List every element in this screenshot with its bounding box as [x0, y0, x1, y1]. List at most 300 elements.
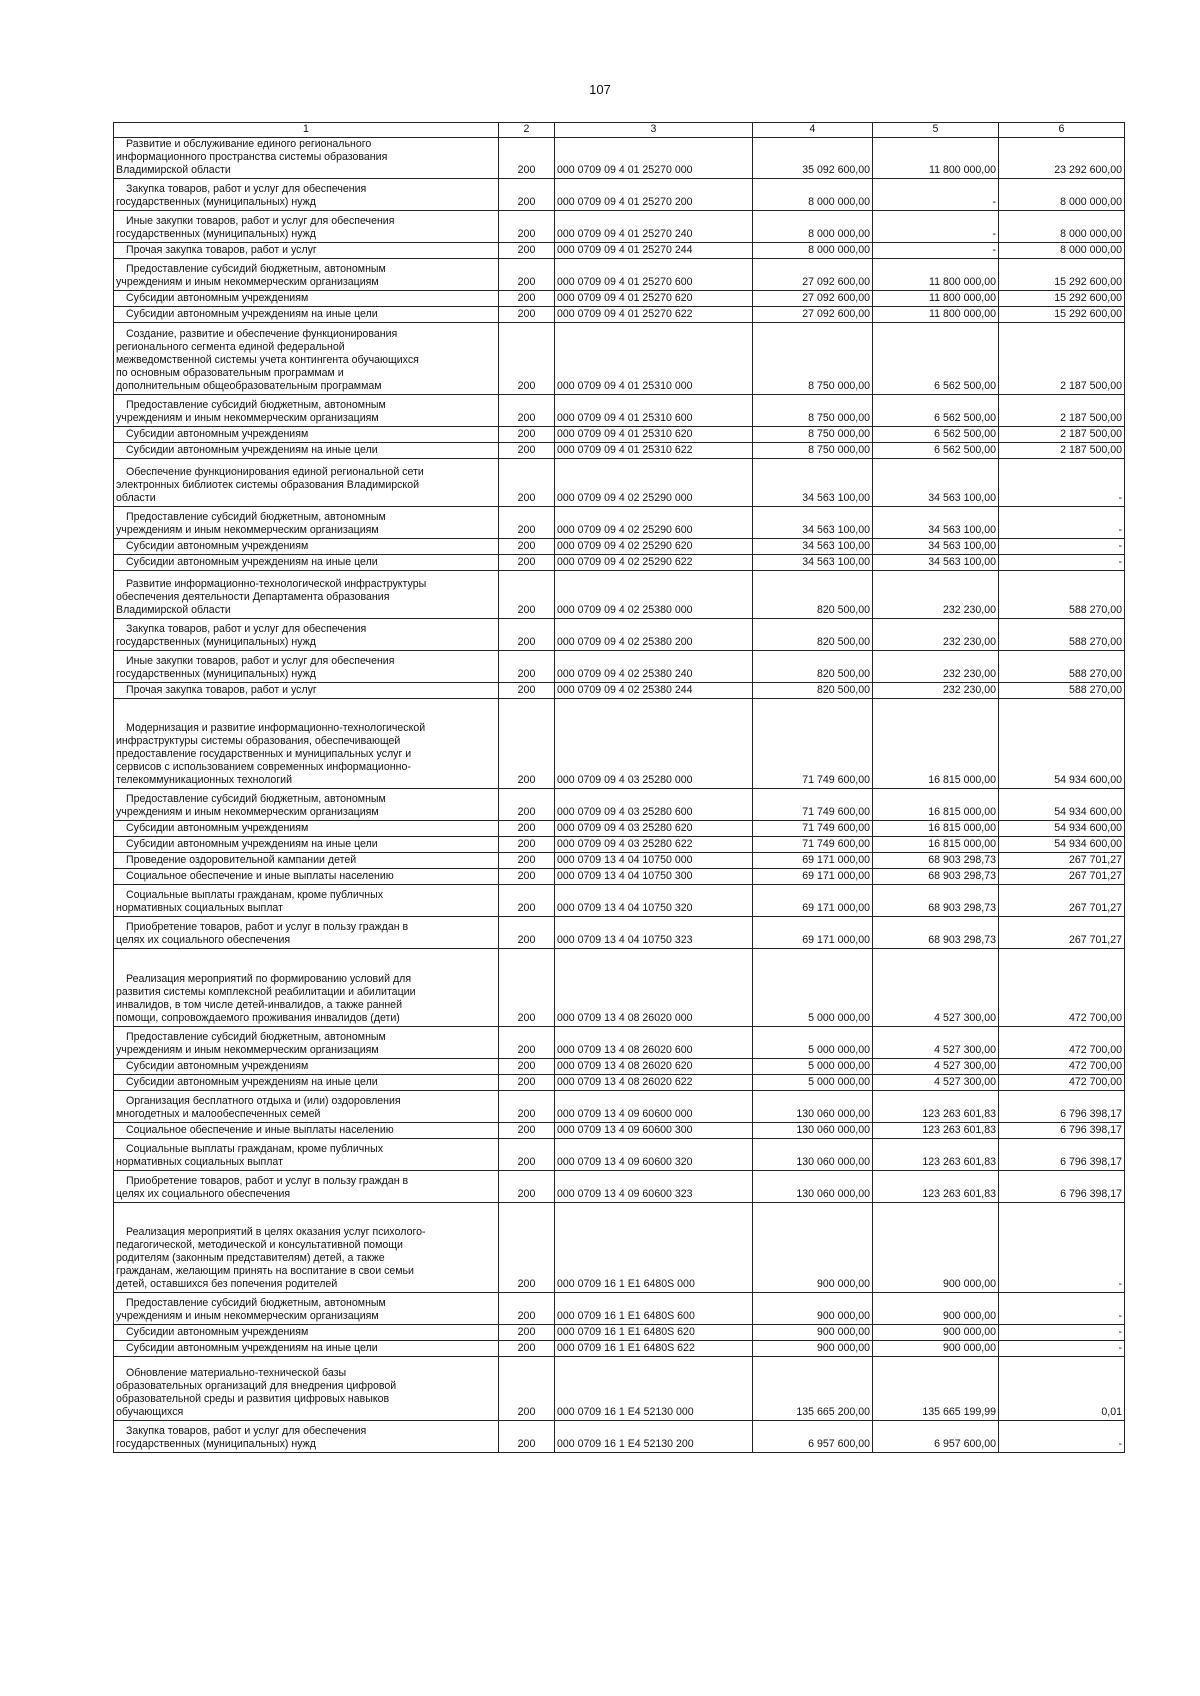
row-remaining-amount-cell: 8 000 000,00 — [999, 242, 1125, 258]
row-name-cell — [114, 1074, 499, 1090]
table-body — [114, 138, 1125, 1453]
row-executed-amount-cell: 123 263 601,83 — [873, 1170, 999, 1202]
row-budget-code-cell: 000 0709 09 4 01 25270 000 — [555, 138, 753, 179]
row-budget-code-cell: 000 0709 09 4 02 25380 200 — [555, 618, 753, 650]
row-approved-amount-cell: 71 749 600,00 — [753, 820, 873, 836]
row-admin-code-cell: 200 — [499, 442, 555, 458]
row-executed-amount-cell: - — [873, 242, 999, 258]
row-budget-code-cell: 000 0709 09 4 01 25270 244 — [555, 242, 753, 258]
table-header-row — [114, 123, 1125, 138]
row-remaining-amount-cell: 2 187 500,00 — [999, 426, 1125, 442]
row-approved-amount-cell: 820 500,00 — [753, 682, 873, 698]
row-remaining-amount-cell: - — [999, 1420, 1125, 1452]
row-name-cell — [114, 1090, 499, 1122]
table-row — [114, 290, 1125, 306]
row-name-text: Иные закупки товаров, работ и услуг для обеспечения государственных (муниципальных) нужд — [116, 655, 395, 681]
row-name-cell — [114, 1202, 499, 1292]
row-executed-amount-cell: 900 000,00 — [873, 1340, 999, 1356]
row-executed-amount-cell: 16 815 000,00 — [873, 820, 999, 836]
row-name-text: Закупка товаров, работ и услуг для обеспечения государственных (муниципальных) нужд — [116, 623, 367, 649]
table-row — [114, 258, 1125, 290]
row-admin-code-cell: 200 — [499, 538, 555, 554]
table-row — [114, 506, 1125, 538]
table-row — [114, 820, 1125, 836]
row-executed-amount-cell: 4 527 300,00 — [873, 948, 999, 1026]
row-approved-amount-cell: 71 749 600,00 — [753, 788, 873, 820]
row-budget-code-cell: 000 0709 09 4 03 25280 622 — [555, 836, 753, 852]
row-executed-amount-cell: - — [873, 210, 999, 242]
row-name-text: Приобретение товаров, работ и услуг в пользу граждан в целях их социального обеспечения — [116, 1175, 409, 1201]
row-name-text: Реализация мероприятий в целях оказания услуг психолого- педагогической, методической и консультативной помощи родителям (законным представителям) детей, а также гражданам, желающим принять на воспитание в свои семьи детей, оставшихся без попечения родителей — [116, 1225, 426, 1291]
row-name-text: Закупка товаров, работ и услуг для обеспечения государственных (муниципальных) нужд — [116, 1425, 367, 1451]
row-budget-code-cell: 000 0709 09 4 02 25290 600 — [555, 506, 753, 538]
row-budget-code-cell: 000 0709 09 4 03 25280 600 — [555, 788, 753, 820]
row-remaining-amount-cell: 54 934 600,00 — [999, 836, 1125, 852]
row-admin-code-cell: 200 — [499, 682, 555, 698]
row-executed-amount-cell: 68 903 298,73 — [873, 852, 999, 868]
row-budget-code-cell: 000 0709 13 4 09 60600 300 — [555, 1122, 753, 1138]
row-executed-amount-cell: 68 903 298,73 — [873, 868, 999, 884]
row-name-text: Социальное обеспечение и иные выплаты населению — [126, 870, 394, 883]
row-approved-amount-cell: 8 750 000,00 — [753, 442, 873, 458]
row-name-cell — [114, 948, 499, 1026]
row-name-cell — [114, 426, 499, 442]
row-name-text: Реализация мероприятий по формированию условий для развития системы комплексной реабилитации и абилитации инвалидов, в том числе детей-инвалидов, а также ранней помощи, сопровождаемого проживания инвалидов (дети) — [116, 972, 416, 1025]
row-admin-code-cell: 200 — [499, 618, 555, 650]
row-name-text: Иные закупки товаров, работ и услуг для обеспечения государственных (муниципальных) нужд — [116, 215, 395, 241]
table-row — [114, 650, 1125, 682]
row-name-text: Организация бесплатного отдыха и (или) оздоровления многодетных и малообеспеченных семей — [116, 1095, 401, 1121]
row-executed-amount-cell: 68 903 298,73 — [873, 916, 999, 948]
row-name-text: Предоставление субсидий бюджетным, автономным учреждениям и иным некоммерческим организациям — [116, 399, 386, 425]
row-remaining-amount-cell: 15 292 600,00 — [999, 306, 1125, 322]
row-executed-amount-cell: 16 815 000,00 — [873, 698, 999, 788]
row-name-text: Предоставление субсидий бюджетным, автономным учреждениям и иным некоммерческим организациям — [116, 263, 386, 289]
row-name-text: Прочая закупка товаров, работ и услуг — [126, 684, 317, 697]
row-approved-amount-cell: 8 750 000,00 — [753, 394, 873, 426]
row-budget-code-cell: 000 0709 13 4 08 26020 000 — [555, 948, 753, 1026]
row-name-text: Субсидии автономным учреждениям — [126, 292, 309, 305]
row-name-cell — [114, 138, 499, 179]
table-row — [114, 948, 1125, 1026]
row-admin-code-cell: 200 — [499, 948, 555, 1026]
row-approved-amount-cell: 135 665 200,00 — [753, 1356, 873, 1420]
row-name-cell — [114, 570, 499, 618]
row-remaining-amount-cell: 6 796 398,17 — [999, 1090, 1125, 1122]
table-row — [114, 868, 1125, 884]
row-budget-code-cell: 000 0709 09 4 02 25380 240 — [555, 650, 753, 682]
row-admin-code-cell: 200 — [499, 1090, 555, 1122]
row-approved-amount-cell: 35 092 600,00 — [753, 138, 873, 179]
row-remaining-amount-cell: 6 796 398,17 — [999, 1138, 1125, 1170]
row-name-cell — [114, 394, 499, 426]
row-approved-amount-cell: 900 000,00 — [753, 1324, 873, 1340]
row-name-cell — [114, 650, 499, 682]
row-approved-amount-cell: 71 749 600,00 — [753, 698, 873, 788]
row-executed-amount-cell: 11 800 000,00 — [873, 138, 999, 179]
row-remaining-amount-cell: 15 292 600,00 — [999, 258, 1125, 290]
row-budget-code-cell: 000 0709 09 4 02 25380 244 — [555, 682, 753, 698]
row-admin-code-cell: 200 — [499, 178, 555, 210]
row-approved-amount-cell: 5 000 000,00 — [753, 948, 873, 1026]
row-budget-code-cell: 000 0709 16 1 E1 6480S 600 — [555, 1292, 753, 1324]
row-executed-amount-cell: 68 903 298,73 — [873, 884, 999, 916]
row-name-text: Субсидии автономным учреждениям — [126, 428, 309, 441]
row-name-cell — [114, 290, 499, 306]
row-approved-amount-cell: 820 500,00 — [753, 570, 873, 618]
row-name-cell — [114, 852, 499, 868]
table-row — [114, 394, 1125, 426]
table-row — [114, 210, 1125, 242]
row-name-text: Социальные выплаты гражданам, кроме публичных нормативных социальных выплат — [116, 889, 384, 915]
row-name-cell — [114, 1058, 499, 1074]
row-remaining-amount-cell: 472 700,00 — [999, 1074, 1125, 1090]
row-executed-amount-cell: 6 562 500,00 — [873, 322, 999, 394]
row-executed-amount-cell: 11 800 000,00 — [873, 258, 999, 290]
row-remaining-amount-cell: - — [999, 538, 1125, 554]
row-remaining-amount-cell: 8 000 000,00 — [999, 210, 1125, 242]
row-remaining-amount-cell: 267 701,27 — [999, 916, 1125, 948]
row-remaining-amount-cell: - — [999, 1292, 1125, 1324]
table-row — [114, 1058, 1125, 1074]
table-row — [114, 1138, 1125, 1170]
row-admin-code-cell: 200 — [499, 570, 555, 618]
row-name-text: Приобретение товаров, работ и услуг в пользу граждан в целях их социального обеспечения — [116, 921, 409, 947]
row-approved-amount-cell: 130 060 000,00 — [753, 1122, 873, 1138]
row-remaining-amount-cell: 23 292 600,00 — [999, 138, 1125, 179]
row-remaining-amount-cell: 588 270,00 — [999, 682, 1125, 698]
row-admin-code-cell: 200 — [499, 1058, 555, 1074]
table-row — [114, 884, 1125, 916]
row-budget-code-cell: 000 0709 13 4 09 60600 000 — [555, 1090, 753, 1122]
row-remaining-amount-cell: 8 000 000,00 — [999, 178, 1125, 210]
row-name-text: Прочая закупка товаров, работ и услуг — [126, 244, 317, 257]
row-admin-code-cell: 200 — [499, 820, 555, 836]
row-remaining-amount-cell: 267 701,27 — [999, 868, 1125, 884]
row-name-cell — [114, 306, 499, 322]
column-header: 1 — [114, 123, 499, 138]
row-budget-code-cell: 000 0709 13 4 04 10750 320 — [555, 884, 753, 916]
row-name-text: Субсидии автономным учреждениям на иные цели — [126, 838, 378, 851]
row-name-cell — [114, 178, 499, 210]
row-budget-code-cell: 000 0709 13 4 04 10750 323 — [555, 916, 753, 948]
row-name-text: Обеспечение функционирования единой региональной сети электронных библиотек системы образования Владимирской области — [116, 466, 424, 505]
row-name-text: Предоставление субсидий бюджетным, автономным учреждениям и иным некоммерческим организациям — [116, 511, 386, 537]
row-budget-code-cell: 000 0709 13 4 09 60600 323 — [555, 1170, 753, 1202]
row-admin-code-cell: 200 — [499, 1340, 555, 1356]
row-executed-amount-cell: 6 957 600,00 — [873, 1420, 999, 1452]
row-name-cell — [114, 1356, 499, 1420]
row-approved-amount-cell: 34 563 100,00 — [753, 538, 873, 554]
table-row — [114, 1324, 1125, 1340]
column-header: 5 — [873, 123, 999, 138]
row-remaining-amount-cell: 2 187 500,00 — [999, 394, 1125, 426]
row-admin-code-cell: 200 — [499, 788, 555, 820]
table-row — [114, 178, 1125, 210]
row-name-cell — [114, 836, 499, 852]
row-budget-code-cell: 000 0709 13 4 08 26020 600 — [555, 1026, 753, 1058]
row-approved-amount-cell: 8 000 000,00 — [753, 210, 873, 242]
row-approved-amount-cell: 5 000 000,00 — [753, 1058, 873, 1074]
column-header: 2 — [499, 123, 555, 138]
row-executed-amount-cell: 900 000,00 — [873, 1292, 999, 1324]
row-executed-amount-cell: 6 562 500,00 — [873, 426, 999, 442]
row-name-text: Субсидии автономным учреждениям на иные цели — [126, 308, 378, 321]
row-budget-code-cell: 000 0709 09 4 01 25310 600 — [555, 394, 753, 426]
table-row — [114, 426, 1125, 442]
row-admin-code-cell: 200 — [499, 1292, 555, 1324]
row-remaining-amount-cell: 54 934 600,00 — [999, 698, 1125, 788]
row-name-cell — [114, 322, 499, 394]
row-executed-amount-cell: 11 800 000,00 — [873, 306, 999, 322]
row-executed-amount-cell: 232 230,00 — [873, 650, 999, 682]
row-executed-amount-cell: 16 815 000,00 — [873, 788, 999, 820]
row-remaining-amount-cell: 588 270,00 — [999, 570, 1125, 618]
table-row — [114, 1074, 1125, 1090]
row-name-text: Социальное обеспечение и иные выплаты населению — [126, 1124, 394, 1137]
table-row — [114, 698, 1125, 788]
row-executed-amount-cell: 900 000,00 — [873, 1202, 999, 1292]
table-row — [114, 138, 1125, 179]
row-approved-amount-cell: 900 000,00 — [753, 1340, 873, 1356]
row-admin-code-cell: 200 — [499, 506, 555, 538]
row-executed-amount-cell: 123 263 601,83 — [873, 1090, 999, 1122]
row-name-cell — [114, 618, 499, 650]
row-approved-amount-cell: 34 563 100,00 — [753, 458, 873, 506]
row-admin-code-cell: 200 — [499, 322, 555, 394]
row-remaining-amount-cell: 2 187 500,00 — [999, 442, 1125, 458]
table-row — [114, 1202, 1125, 1292]
row-admin-code-cell: 200 — [499, 1026, 555, 1058]
row-budget-code-cell: 000 0709 09 4 02 25290 000 — [555, 458, 753, 506]
table-row — [114, 458, 1125, 506]
row-admin-code-cell: 200 — [499, 884, 555, 916]
row-budget-code-cell: 000 0709 16 1 E4 52130 000 — [555, 1356, 753, 1420]
row-admin-code-cell: 200 — [499, 1324, 555, 1340]
row-admin-code-cell: 200 — [499, 698, 555, 788]
row-budget-code-cell: 000 0709 09 4 01 25270 200 — [555, 178, 753, 210]
row-approved-amount-cell: 8 000 000,00 — [753, 242, 873, 258]
table-row — [114, 1170, 1125, 1202]
row-admin-code-cell: 200 — [499, 1170, 555, 1202]
row-admin-code-cell: 200 — [499, 306, 555, 322]
row-approved-amount-cell: 8 000 000,00 — [753, 178, 873, 210]
row-executed-amount-cell: 6 562 500,00 — [873, 394, 999, 426]
row-name-cell — [114, 1138, 499, 1170]
row-name-cell — [114, 258, 499, 290]
row-admin-code-cell: 200 — [499, 458, 555, 506]
row-budget-code-cell: 000 0709 09 4 01 25310 620 — [555, 426, 753, 442]
row-budget-code-cell: 000 0709 16 1 E4 52130 200 — [555, 1420, 753, 1452]
row-budget-code-cell: 000 0709 13 4 04 10750 300 — [555, 868, 753, 884]
row-executed-amount-cell: 34 563 100,00 — [873, 458, 999, 506]
row-approved-amount-cell: 8 750 000,00 — [753, 322, 873, 394]
row-admin-code-cell: 200 — [499, 836, 555, 852]
row-budget-code-cell: 000 0709 13 4 08 26020 622 — [555, 1074, 753, 1090]
row-executed-amount-cell: 11 800 000,00 — [873, 290, 999, 306]
row-name-cell — [114, 682, 499, 698]
row-name-cell — [114, 1420, 499, 1452]
row-budget-code-cell: 000 0709 09 4 02 25290 622 — [555, 554, 753, 570]
table-row — [114, 1356, 1125, 1420]
row-remaining-amount-cell: 472 700,00 — [999, 1026, 1125, 1058]
row-approved-amount-cell: 820 500,00 — [753, 650, 873, 682]
table-row — [114, 442, 1125, 458]
row-name-text: Предоставление субсидий бюджетным, автономным учреждениям и иным некоммерческим организациям — [116, 1297, 386, 1323]
row-name-cell — [114, 698, 499, 788]
table-row — [114, 554, 1125, 570]
row-approved-amount-cell: 130 060 000,00 — [753, 1138, 873, 1170]
row-executed-amount-cell: 4 527 300,00 — [873, 1026, 999, 1058]
row-budget-code-cell: 000 0709 09 4 03 25280 620 — [555, 820, 753, 836]
row-budget-code-cell: 000 0709 09 4 03 25280 000 — [555, 698, 753, 788]
table-row — [114, 1090, 1125, 1122]
row-approved-amount-cell: 27 092 600,00 — [753, 290, 873, 306]
budget-table — [113, 122, 1125, 1453]
row-executed-amount-cell: 6 562 500,00 — [873, 442, 999, 458]
row-budget-code-cell: 000 0709 09 4 01 25270 600 — [555, 258, 753, 290]
row-remaining-amount-cell: - — [999, 554, 1125, 570]
table-row — [114, 242, 1125, 258]
row-name-cell — [114, 884, 499, 916]
row-approved-amount-cell: 69 171 000,00 — [753, 884, 873, 916]
row-name-cell — [114, 506, 499, 538]
row-admin-code-cell: 200 — [499, 1356, 555, 1420]
row-executed-amount-cell: 900 000,00 — [873, 1324, 999, 1340]
row-budget-code-cell: 000 0709 13 4 09 60600 320 — [555, 1138, 753, 1170]
row-approved-amount-cell: 34 563 100,00 — [753, 506, 873, 538]
row-admin-code-cell: 200 — [499, 1202, 555, 1292]
row-name-cell — [114, 820, 499, 836]
row-remaining-amount-cell: - — [999, 458, 1125, 506]
row-admin-code-cell: 200 — [499, 242, 555, 258]
row-name-text: Субсидии автономным учреждениям — [126, 822, 309, 835]
column-header: 3 — [555, 123, 753, 138]
row-remaining-amount-cell: 15 292 600,00 — [999, 290, 1125, 306]
row-budget-code-cell: 000 0709 16 1 E1 6480S 620 — [555, 1324, 753, 1340]
table-row — [114, 618, 1125, 650]
table-row — [114, 682, 1125, 698]
row-name-cell — [114, 868, 499, 884]
row-name-text: Субсидии автономным учреждениям — [126, 1060, 309, 1073]
row-name-text: Субсидии автономным учреждениям — [126, 1326, 309, 1339]
row-approved-amount-cell: 71 749 600,00 — [753, 836, 873, 852]
row-name-text: Предоставление субсидий бюджетным, автономным учреждениям и иным некоммерческим организациям — [116, 793, 386, 819]
row-approved-amount-cell: 8 750 000,00 — [753, 426, 873, 442]
row-admin-code-cell: 200 — [499, 258, 555, 290]
row-budget-code-cell: 000 0709 09 4 01 25310 000 — [555, 322, 753, 394]
row-name-cell — [114, 458, 499, 506]
row-remaining-amount-cell: - — [999, 1340, 1125, 1356]
row-name-text: Развитие информационно-технологической инфраструктуры обеспечения деятельности Департамента образования Владимирской области — [116, 578, 427, 617]
table-row — [114, 1340, 1125, 1356]
row-admin-code-cell: 200 — [499, 138, 555, 179]
row-budget-code-cell: 000 0709 09 4 01 25270 240 — [555, 210, 753, 242]
row-remaining-amount-cell: 267 701,27 — [999, 884, 1125, 916]
table-row — [114, 1122, 1125, 1138]
row-name-text: Обновление материально-технической базы образовательных организаций для внедрения цифровой образовательной среды и развития цифровых навыков обучающихся — [116, 1366, 397, 1419]
row-name-text: Субсидии автономным учреждениям на иные цели — [126, 1342, 378, 1355]
row-admin-code-cell: 200 — [499, 1138, 555, 1170]
row-name-cell — [114, 554, 499, 570]
row-name-cell — [114, 538, 499, 554]
row-executed-amount-cell: - — [873, 178, 999, 210]
row-name-text: Субсидии автономным учреждениям на иные цели — [126, 444, 378, 457]
row-approved-amount-cell: 5 000 000,00 — [753, 1026, 873, 1058]
row-admin-code-cell: 200 — [499, 852, 555, 868]
row-admin-code-cell: 200 — [499, 394, 555, 426]
row-name-cell — [114, 1340, 499, 1356]
row-name-cell — [114, 916, 499, 948]
row-admin-code-cell: 200 — [499, 1074, 555, 1090]
row-admin-code-cell: 200 — [499, 426, 555, 442]
row-admin-code-cell: 200 — [499, 916, 555, 948]
row-approved-amount-cell: 34 563 100,00 — [753, 554, 873, 570]
row-approved-amount-cell: 6 957 600,00 — [753, 1420, 873, 1452]
column-header: 6 — [999, 123, 1125, 138]
row-remaining-amount-cell: 588 270,00 — [999, 618, 1125, 650]
row-name-cell — [114, 1026, 499, 1058]
row-approved-amount-cell: 820 500,00 — [753, 618, 873, 650]
row-remaining-amount-cell: - — [999, 506, 1125, 538]
row-remaining-amount-cell: - — [999, 1202, 1125, 1292]
row-name-cell — [114, 210, 499, 242]
row-admin-code-cell: 200 — [499, 1122, 555, 1138]
row-name-cell — [114, 442, 499, 458]
row-remaining-amount-cell: - — [999, 1324, 1125, 1340]
row-name-text: Субсидии автономным учреждениям на иные цели — [126, 1076, 378, 1089]
row-name-text: Создание, развитие и обеспечение функционирования регионального сегмента единой федеральной межведомственной системы учета контингента обучающихся по основным образовательным программам и дополнительным общеобразовательным программам — [116, 327, 419, 393]
table-row — [114, 852, 1125, 868]
table-row — [114, 322, 1125, 394]
row-executed-amount-cell: 123 263 601,83 — [873, 1122, 999, 1138]
row-approved-amount-cell: 900 000,00 — [753, 1292, 873, 1324]
row-executed-amount-cell: 232 230,00 — [873, 570, 999, 618]
row-admin-code-cell: 200 — [499, 868, 555, 884]
row-remaining-amount-cell: 472 700,00 — [999, 948, 1125, 1026]
row-budget-code-cell: 000 0709 13 4 08 26020 620 — [555, 1058, 753, 1074]
row-budget-code-cell: 000 0709 13 4 04 10750 000 — [555, 852, 753, 868]
row-name-cell — [114, 1324, 499, 1340]
row-executed-amount-cell: 123 263 601,83 — [873, 1138, 999, 1170]
page-number: 107 — [589, 82, 611, 97]
row-executed-amount-cell: 34 563 100,00 — [873, 538, 999, 554]
table-row — [114, 836, 1125, 852]
row-name-cell — [114, 242, 499, 258]
table-row — [114, 306, 1125, 322]
row-executed-amount-cell: 34 563 100,00 — [873, 506, 999, 538]
row-name-cell — [114, 1292, 499, 1324]
row-name-cell — [114, 1170, 499, 1202]
row-name-text: Субсидии автономным учреждениям на иные цели — [126, 556, 378, 569]
row-approved-amount-cell: 5 000 000,00 — [753, 1074, 873, 1090]
table-row — [114, 788, 1125, 820]
row-budget-code-cell: 000 0709 09 4 01 25310 622 — [555, 442, 753, 458]
row-remaining-amount-cell: 2 187 500,00 — [999, 322, 1125, 394]
row-name-text: Развитие и обслуживание единого регионального информационного пространства системы образования Владимирской области — [116, 138, 388, 177]
table-row — [114, 1420, 1125, 1452]
table-row — [114, 538, 1125, 554]
row-admin-code-cell: 200 — [499, 210, 555, 242]
row-approved-amount-cell: 900 000,00 — [753, 1202, 873, 1292]
row-executed-amount-cell: 135 665 199,99 — [873, 1356, 999, 1420]
row-admin-code-cell: 200 — [499, 554, 555, 570]
row-name-cell — [114, 1122, 499, 1138]
row-budget-code-cell: 000 0709 16 1 E1 6480S 000 — [555, 1202, 753, 1292]
row-remaining-amount-cell: 588 270,00 — [999, 650, 1125, 682]
table-row — [114, 916, 1125, 948]
row-admin-code-cell: 200 — [499, 1420, 555, 1452]
